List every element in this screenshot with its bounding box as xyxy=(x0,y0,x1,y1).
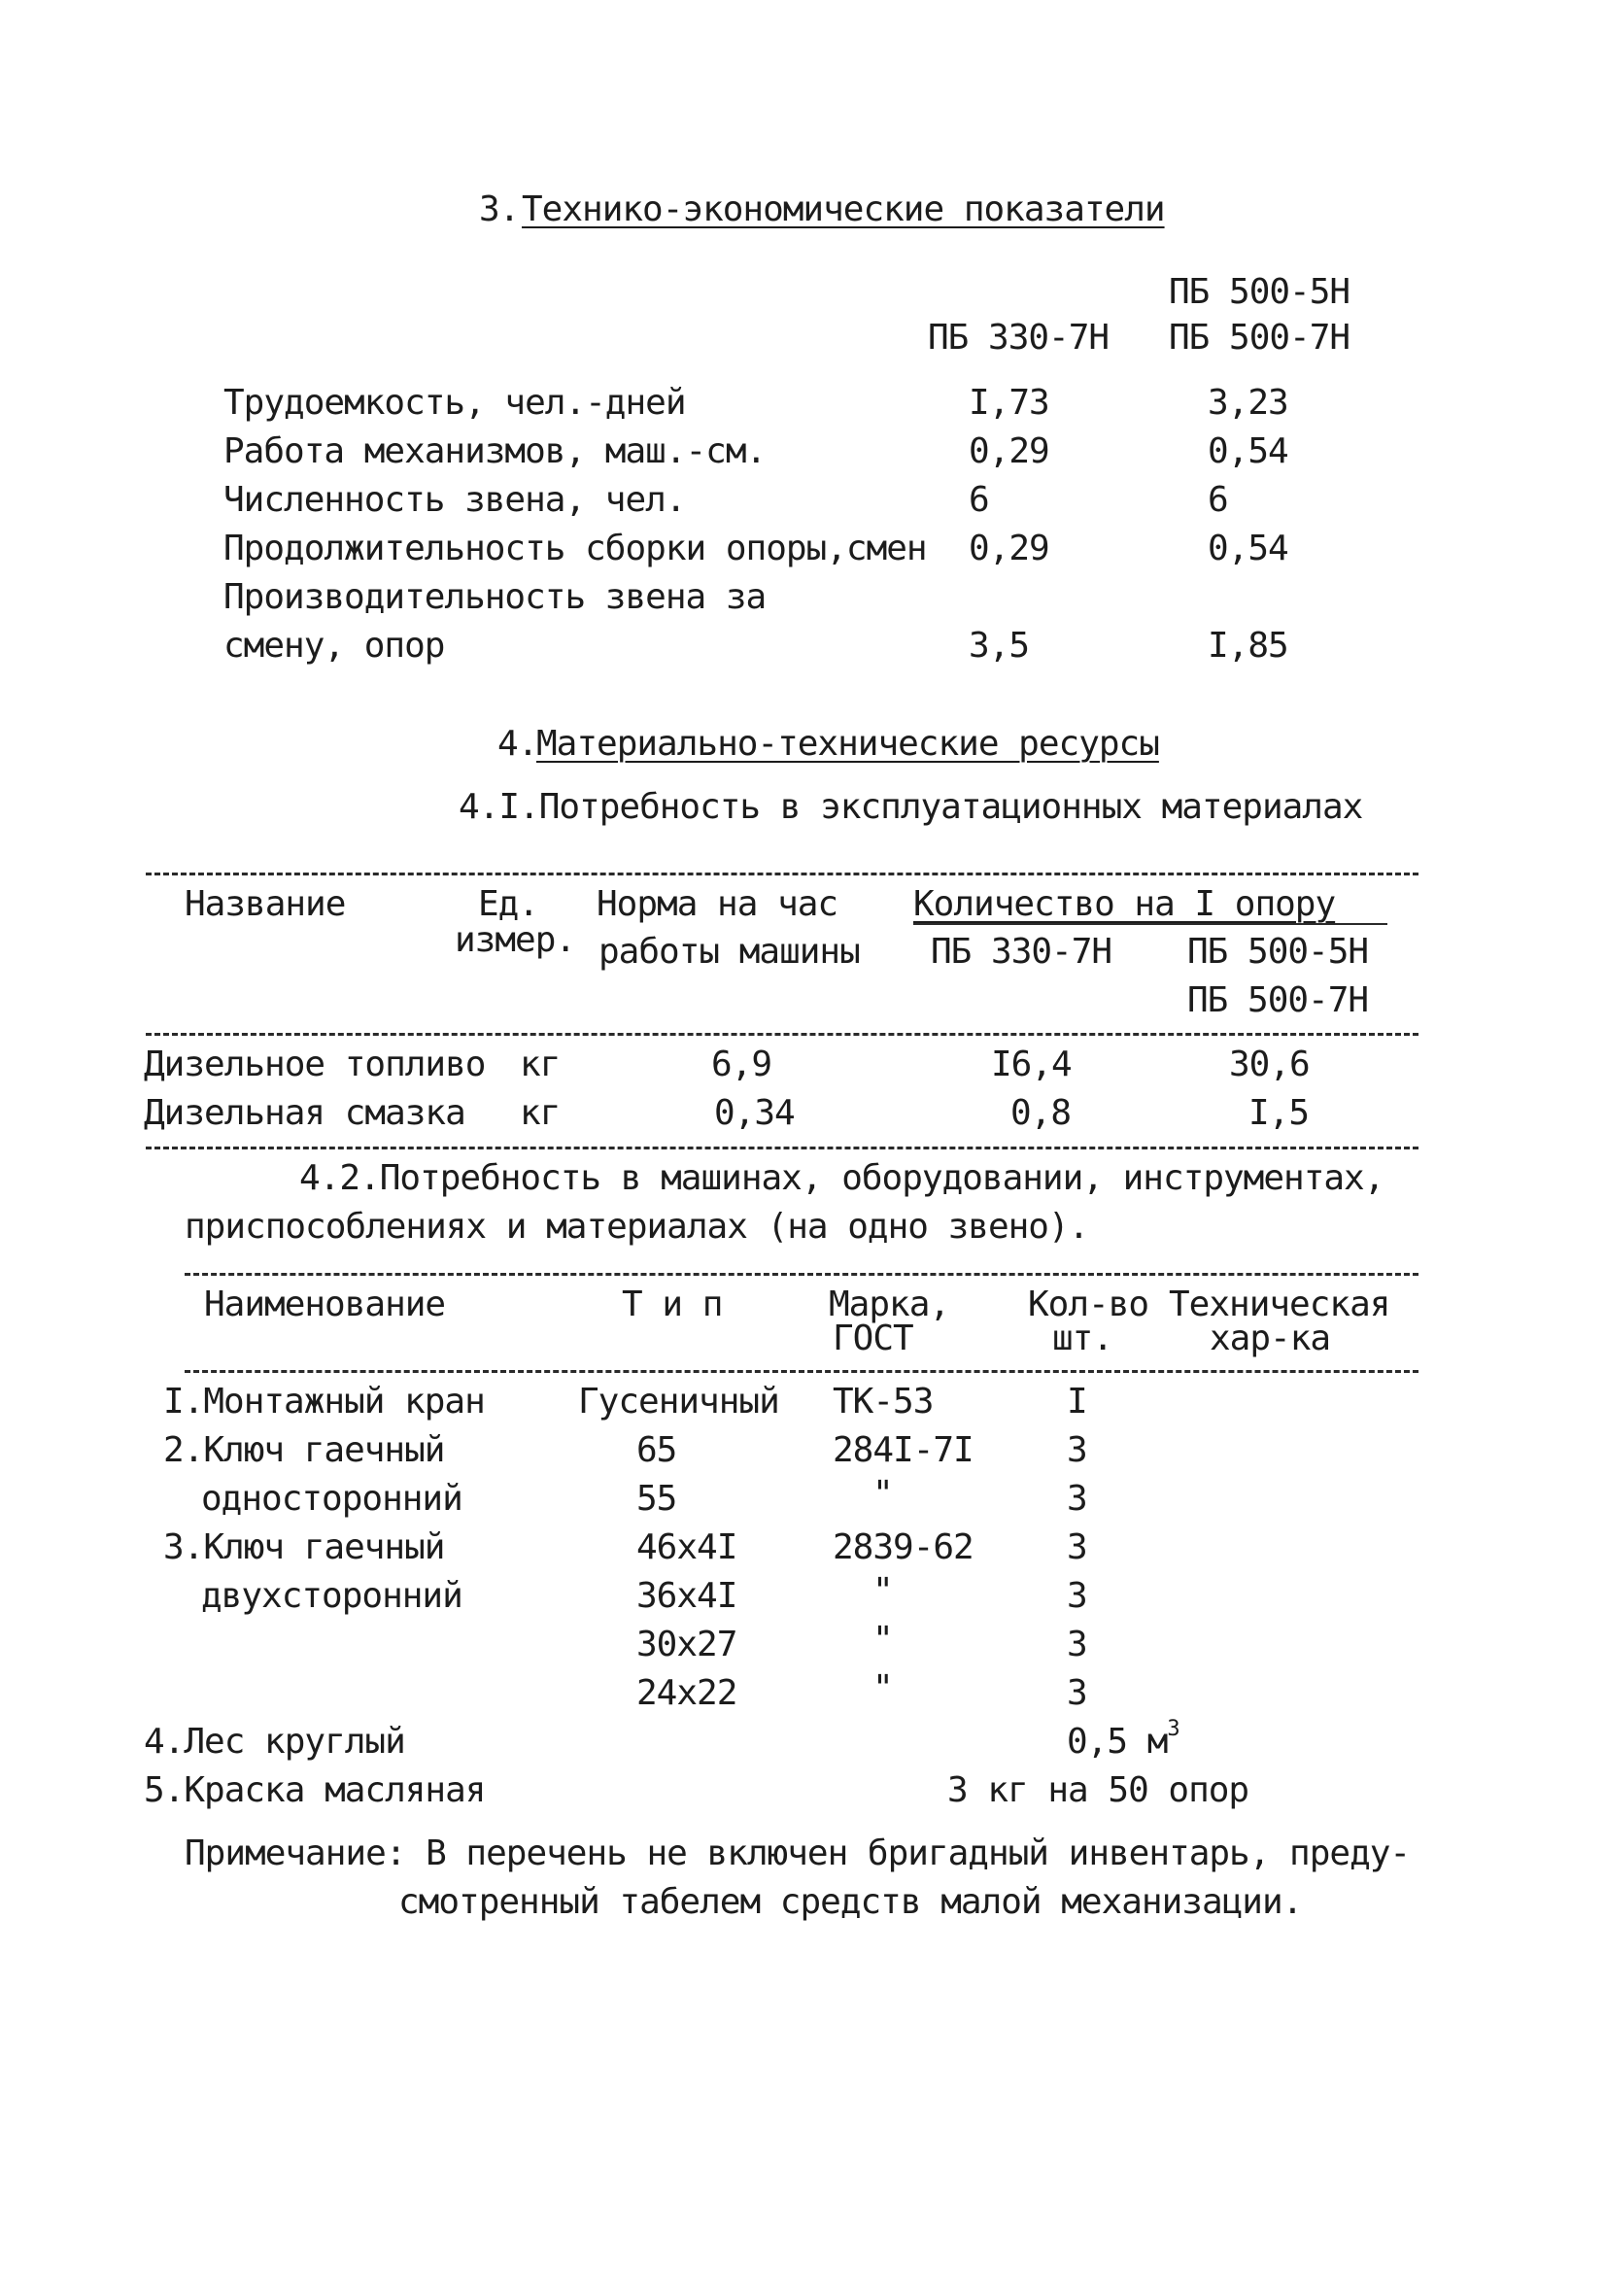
table1-row-name: Дизельная смазка xyxy=(144,1093,465,1133)
indicator-value-pb330: 6 xyxy=(969,480,989,520)
table2-row-brand: " xyxy=(872,1620,893,1660)
table1-row-unit: кг xyxy=(520,1093,561,1133)
indicator-value-pb500: 0,54 xyxy=(1208,431,1288,471)
section3-col1-header: ПБ 330-7Н xyxy=(928,318,1110,358)
table2-row-brand: 2839-62 xyxy=(833,1527,974,1567)
table2-row-qty: 3 xyxy=(1067,1576,1087,1616)
section4-2-heading-cont: приспособлениях и материалах (на одно звено). xyxy=(185,1207,1089,1247)
table2-row-qty: 3 xyxy=(1067,1625,1087,1664)
table1-quantity-rule xyxy=(913,923,1387,925)
table1-row-q1: I6,4 xyxy=(991,1045,1072,1084)
indicator-label: Продолжительность сборки опоры,смен xyxy=(223,529,927,568)
table2-row-name: 2.Ключ гаечный xyxy=(163,1430,445,1470)
table2-row-type: 55 xyxy=(636,1479,677,1519)
table1-header-norm: работы машины xyxy=(598,932,860,972)
table2-header-tech: Техническая xyxy=(1169,1285,1390,1324)
table1-header-norm: Норма на час xyxy=(597,884,838,924)
table2-row-name: двухсторонний xyxy=(201,1576,462,1616)
table2-header-qty: Кол-во xyxy=(1028,1285,1149,1324)
table2-row-name: 3.Ключ гаечный xyxy=(163,1527,445,1567)
table2-row-type: Гусеничный xyxy=(578,1382,779,1422)
indicator-label: смену, опор xyxy=(223,626,445,666)
indicator-value-pb330: 3,5 xyxy=(969,626,1030,666)
table1-header-quantity: Количество на I опору xyxy=(913,884,1336,924)
table1-header-unit: измер. xyxy=(455,920,576,960)
table1-header-rule xyxy=(146,1033,1418,1036)
extra-item-value-text: 0,5 м xyxy=(1067,1722,1168,1762)
table2-row-type: 65 xyxy=(636,1430,677,1470)
indicator-label: Производительность звена за xyxy=(223,577,767,617)
table1-row-unit: кг xyxy=(520,1045,561,1084)
indicator-value-pb330: I,73 xyxy=(969,383,1049,423)
table2-row-brand: " xyxy=(872,1668,893,1708)
table1-row-q2: I,5 xyxy=(1248,1093,1310,1133)
indicator-label: Работа механизмов, маш.-см. xyxy=(223,431,767,471)
table1-header-pb330: ПБ 330-7Н xyxy=(931,932,1112,972)
table2-row-qty: 3 xyxy=(1067,1479,1087,1519)
indicator-value-pb500: 6 xyxy=(1208,480,1228,520)
table1-row-name: Дизельное топливо xyxy=(144,1045,486,1084)
table1-header-unit: Ед. xyxy=(478,884,539,924)
table2-row-brand: 284I-7I xyxy=(833,1430,974,1470)
section4-1-heading: 4.I.Потребность в эксплуатационных материалах xyxy=(459,787,1363,827)
table2-top-rule xyxy=(185,1273,1418,1276)
table2-row-name: односторонний xyxy=(201,1479,462,1519)
indicator-value-pb500: 3,23 xyxy=(1208,383,1288,423)
section3-number: 3. xyxy=(479,189,520,229)
table1-bottom-rule xyxy=(146,1147,1418,1149)
table1-row-q1: 0,8 xyxy=(1010,1093,1072,1133)
table1-row-norm: 6,9 xyxy=(711,1045,772,1084)
table2-header-tech: хар-ка xyxy=(1210,1319,1331,1358)
table2-row-type: 30x27 xyxy=(636,1625,737,1664)
indicator-value-pb500: I,85 xyxy=(1208,626,1288,666)
table2-header-qty: шт. xyxy=(1052,1319,1113,1358)
extra-item-name: 4.Лес круглый xyxy=(144,1722,405,1762)
table1-header-pb500: ПБ 500-7Н xyxy=(1187,980,1369,1020)
table2-header-type: Т и п xyxy=(622,1285,723,1324)
table2-row-brand: " xyxy=(872,1474,893,1514)
table2-row-name: I.Монтажный кран xyxy=(163,1382,485,1422)
table2-row-type: 24x22 xyxy=(636,1673,737,1713)
table2-header-brand: Марка, xyxy=(829,1285,950,1324)
table2-header-brand: ГОСТ xyxy=(833,1319,913,1358)
extra-item-value-sup: 3 xyxy=(1167,1717,1179,1741)
indicator-label: Численность звена, чел. xyxy=(223,480,686,520)
section4-title: Материально-технические ресурсы xyxy=(536,724,1159,764)
section4-number: 4. xyxy=(497,724,538,764)
extra-item-value xyxy=(1067,1717,1179,1762)
indicator-value-pb330: 0,29 xyxy=(969,529,1049,568)
table2-row-qty: 3 xyxy=(1067,1673,1087,1713)
table1-header-pb500: ПБ 500-5Н xyxy=(1187,932,1369,972)
section4-2-heading: 4.2.Потребность в машинах, оборудовании, инструментах, xyxy=(299,1158,1384,1198)
table2-header-name: Наименование xyxy=(204,1285,446,1324)
note-line-cont: смотренный табелем средств малой механизации. xyxy=(398,1882,1303,1922)
table2-row-type: 46x4I xyxy=(636,1527,737,1567)
table1-row-q2: 30,6 xyxy=(1229,1045,1310,1084)
table2-row-qty: 3 xyxy=(1067,1527,1087,1567)
indicator-value-pb500: 0,54 xyxy=(1208,529,1288,568)
table2-row-qty: I xyxy=(1067,1382,1087,1422)
indicator-label: Трудоемкость, чел.-дней xyxy=(223,383,686,423)
indicator-value-pb330: 0,29 xyxy=(969,431,1049,471)
table1-header-name: Название xyxy=(185,884,346,924)
section3-title: Технико-экономические показатели xyxy=(522,189,1165,229)
table2-row-qty: 3 xyxy=(1067,1430,1087,1470)
table1-top-rule xyxy=(146,873,1418,875)
table2-row-type: 36x4I xyxy=(636,1576,737,1616)
table2-header-rule xyxy=(185,1370,1418,1373)
extra-item-name: 5.Краска масляная xyxy=(144,1770,486,1810)
table2-row-brand: ТК-53 xyxy=(833,1382,934,1422)
note-line: Примечание: В перечень не включен бригадный инвентарь, преду- xyxy=(185,1833,1411,1873)
table1-row-norm: 0,34 xyxy=(714,1093,795,1133)
extra-item-value: 3 кг на 50 опор xyxy=(947,1770,1249,1810)
section3-col2-header-line1: ПБ 500-5Н xyxy=(1169,272,1350,312)
table2-row-brand: " xyxy=(872,1571,893,1611)
section3-col2-header-line2: ПБ 500-7Н xyxy=(1169,318,1350,358)
